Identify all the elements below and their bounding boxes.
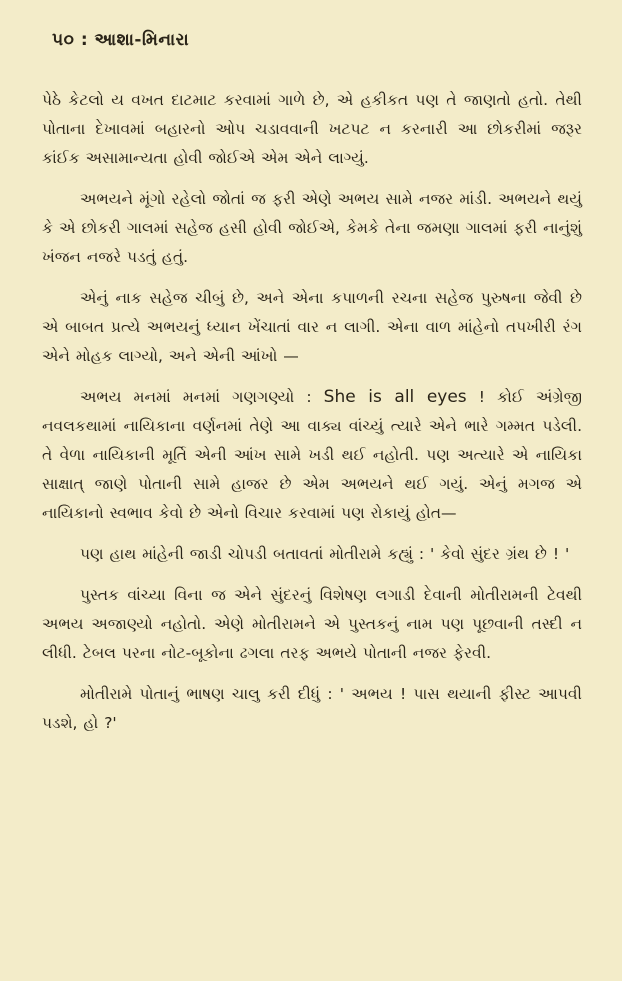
paragraph-2: અભયને મૂંગો રહેલો જોતાં જ ફરી એણે અભય સામે નજર માંડી. અભયને થયું કે એ છોકરી ગાલમાં સહેજ હસી હોવી જોઈએ, કેમકે તેના જમણા ગાલમાં ફરી નાનુંશું ખંજન નજરે પડતું હતું.	[42, 190, 582, 266]
english-quote: She is all eyes	[323, 387, 467, 407]
running-head: ૫૦ : આશા-મિનારા	[52, 30, 190, 50]
paragraph-5: પણ હાથ માંહેની જાડી ચોપડી બતાવતાં મોતીરામે કહ્યું : ' કેવો સુંદર ગ્રંથ છે ! '	[80, 545, 570, 563]
paragraph-6: પુસ્તક વાંચ્યા વિના જ એને સુંદરનું વિશેષણ લગાડી દેવાની મોતીરામની ટેવથી અભય અજાણ્યો નહોતો. એણે મોતીરામને એ પુસ્તકનું નામ પણ પૂછવાની તસ્દી ન લીધી. ટેબલ પરના નોટ-બૂકોના ઢગલા તરફ અભયે પોતાની નજર ફેરવી.	[42, 586, 582, 662]
paragraph-4-rest: ! કોઈ અંગ્રેજી નવલકથામાં નાયિકાના વર્ણનમાં તેણે આ વાક્ય વાંચ્યું ત્યારે એને ભારે ગમ્મત પડેલી. તે વેળા નાયિકાની મૂર્તિ એની આંખ સામે ખડી થઈ નહોતી. પણ અત્યારે એ નાયિકા સાક્ષાત્ જાણે પોતાની સામે હાજર છે એમ અભયને થઈ ગયું. એનું મગજ એ નાયિકાનો સ્વભાવ કેવો છે એનો વિચાર કરવામાં પણ રોકાયું હોત—	[42, 388, 582, 522]
paragraph-4	[42, 383, 582, 528]
paragraph-1: પેઠે કેટલો ય વખત દાટમાટ કરવામાં ગાળે છે, એ હકીકત પણ તે જાણતો હતો. તેથી પોતાના દેખાવમાં બહારનો ઓપ ચડાવવાની ખટપટ ન કરનારી આ છોકરીમાં જરૂર કાંઈક અસામાન્યતા હોવી જોઈએ એમ એને લાગ્યું.	[42, 91, 582, 167]
paragraph-7: મોતીરામે પોતાનું ભાષણ ચાલુ કરી દીધું : ' અભય ! પાસ થયાની ફીસ્ટ આપવી પડશે, હો ?'	[42, 685, 582, 732]
paragraph-3: એનું નાક સહેજ ચીબું છે, અને એના કપાળની રચના સહેજ પુરુષના જેવી છે એ બાબત પ્રત્યે અભયનું ધ્યાન ખેંચાતાં વાર ન લાગી. એના વાળ માંહેનો તપખીરી રંગ એને મોહક લાગ્યો, અને એની આંખો —	[42, 289, 582, 365]
paragraph-4-lead: અભય મનમાં મનમાં ગણગણ્યો :	[80, 388, 324, 406]
